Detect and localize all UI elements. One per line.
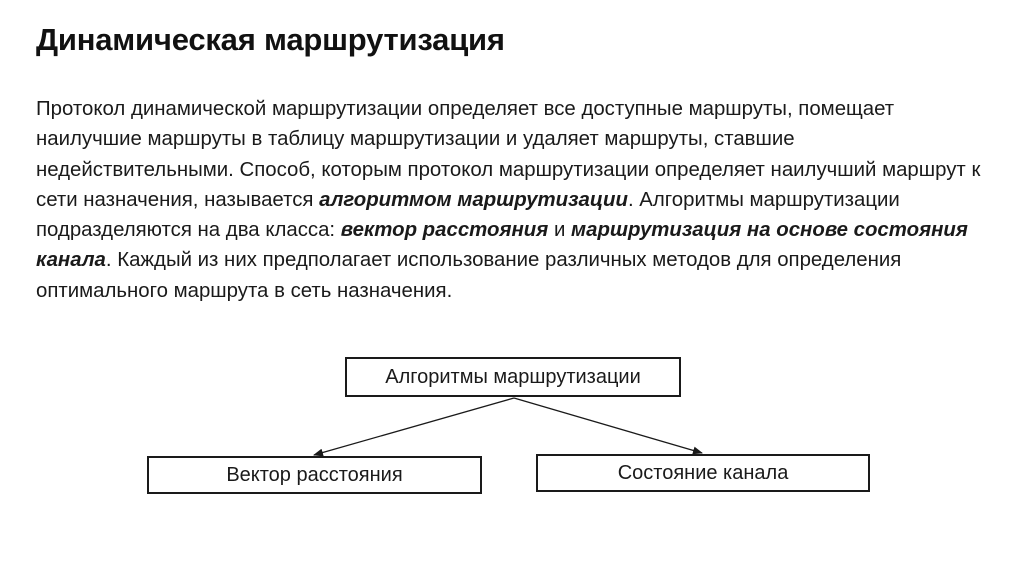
emphasis-link-state: маршрутизация на основе состояния канала (36, 219, 968, 272)
emphasis-routing-algorithm: алгоритмом маршрутизации (319, 188, 628, 211)
body-text-3: и (548, 219, 572, 242)
connector-left-arrow (314, 398, 514, 455)
emphasis-distance-vector: вектор расстояния (340, 219, 549, 242)
body-paragraph (36, 94, 986, 306)
body-text-4: . Каждый из них предполагает использование различных методов для определения оптимального маршрута в сеть назначения. (36, 249, 902, 302)
diagram-node-distance-vector (147, 456, 482, 494)
diagram-node-label: Алгоритмы маршрутизации (385, 365, 641, 388)
slide-title: Динамическая маршрутизация (36, 22, 505, 57)
body-text-2: . Алгоритмы маршрутизации подразделяются на два класса: (36, 188, 900, 242)
diagram-node-routing-algorithms (345, 357, 681, 397)
diagram-node-label: Состояние канала (617, 461, 789, 484)
connector-right-arrow (514, 398, 702, 453)
body-text-1: Протокол динамической маршрутизации определяет все доступные маршруты, помещает наилучшие маршруты в таблицу маршрутизации и удаляет маршруты, ставшие недействительными. Способ, которым протокол маршрутизации определяет наилучший маршрут к сети назначения, называется (36, 98, 981, 211)
diagram-node-label: Вектор расстояния (226, 463, 403, 486)
diagram-node-link-state (536, 454, 870, 492)
